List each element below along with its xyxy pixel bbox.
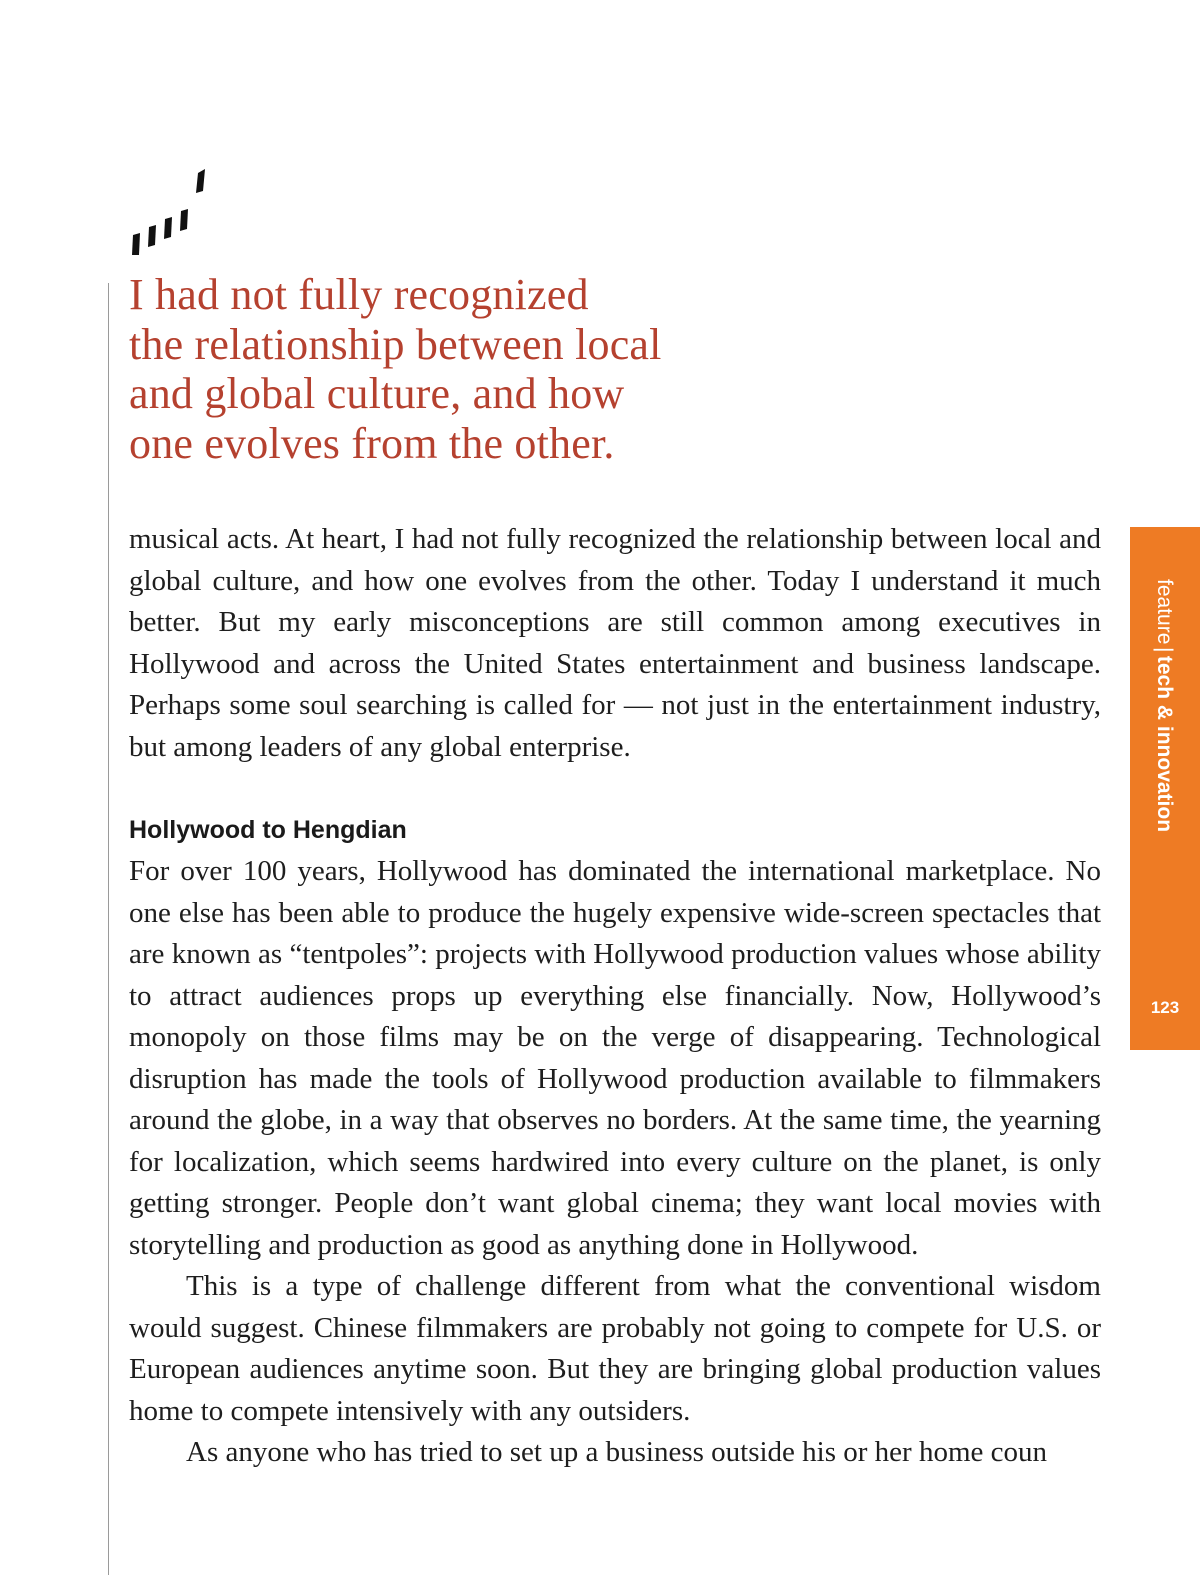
pull-quote bbox=[129, 270, 849, 468]
body-paragraph: For over 100 years, Hollywood has dominated the international marketplace. No one else has been able to produce the hugely expensive wide-screen spectacles that are known as “tentpoles”: projects with Hollywood production values whose ability to attract audiences props up everything else financially. Now, Hollywood’s monopoly on those films may be on the verge of disappearing. Technological disruption has made the tools of Hollywood production available to filmmakers around the globe, in a way that observes no borders. At the same time, the yearning for localization, which seems hardwired into every culture on the planet, is only getting stronger. People don’t want global cinema; they want local movies with storytelling and production as good as anything done in Hollywood. bbox=[129, 855, 1101, 1261]
left-margin-rule bbox=[108, 283, 109, 1575]
body-paragraph: As anyone who has tried to set up a business outside his or her home coun bbox=[186, 1436, 1047, 1468]
pull-quote-line: I had not fully recognized bbox=[129, 270, 589, 319]
film-clapper-stripes-icon bbox=[125, 165, 215, 255]
pull-quote-line: the relationship between local bbox=[129, 319, 662, 369]
section-topic: tech & innovation bbox=[1153, 655, 1176, 833]
body-paragraph: This is a type of challenge different from what the conventional wisdom would suggest. Chinese filmmakers are probably not going to compete for U.S. or European audiences anytime soon. But they are bringing global production values home to compete intensively with any outsiders. bbox=[129, 1270, 1101, 1427]
section-divider: | bbox=[1153, 647, 1176, 653]
page-number: 123 bbox=[1150, 998, 1180, 1017]
pull-quote-line: one evolves from the other. bbox=[129, 418, 615, 468]
intro-text-block bbox=[129, 519, 1101, 768]
section-tab-label bbox=[1146, 579, 1182, 849]
body-paragraph: musical acts. At heart, I had not fully recognized the relationship between local and global culture, and how one evolves from the other. Today I understand it much better. But my early misconceptions are still common among executives in Hollywood and across the United States entertainment and business landscape. Perhaps some soul searching is called for — not just in the entertainment industry, but among leaders of any global enterprise. bbox=[129, 523, 1101, 763]
section-heading: Hollywood to Hengdian bbox=[129, 816, 407, 844]
pull-quote-line: and global culture, and how bbox=[129, 369, 625, 418]
section-name: feature bbox=[1153, 579, 1176, 645]
section-text-block bbox=[129, 851, 1101, 1474]
